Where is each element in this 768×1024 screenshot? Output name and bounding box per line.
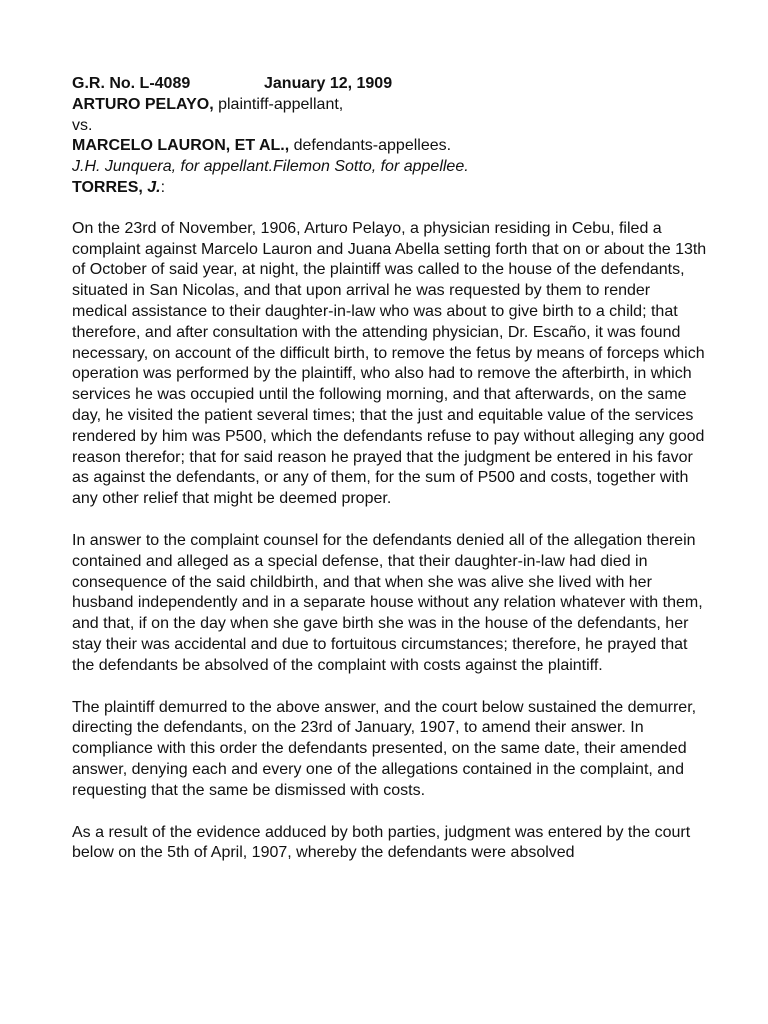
ponente-line — [72, 178, 708, 199]
body-paragraph-complaint: On the 23rd of November, 1906, Arturo Pelayo, a physician residing in Cebu, filed a complaint against Marcelo Lauron and Juana Abella setting forth that on or about the 13th of October of said year, at night, the plaintiff was called to the house of the defendants, situated in San Nicolas, and that upon arrival he was requested by them to render medical assistance to their daughter-in-law who was about to give birth to a child; that therefore, and after consultation with the attending physician, Dr. Escaño, it was found necessary, on account of the difficult birth, to remove the fetus by means of forceps which operation was performed by the plaintiff, who also had to remove the afterbirth, in which services he was occupied until the following morning, and that afterwards, on the same day, he visited the patient several times; that the just and equitable value of the services rendered by him was P500, which the defendants refuse to pay without alleging any good reason therefor; that for said reason he prayed that the judgment be entered in his favor as against the defendants, or any of them, for the sum of P500 and costs, together with any other relief that might be deemed proper. — [72, 219, 707, 508]
plaintiff-line — [72, 95, 708, 116]
defendant-line — [72, 136, 708, 157]
justice-colon: : — [160, 178, 166, 196]
gr-number: G.R. No. L-4089 — [72, 75, 191, 92]
case-number-line — [72, 74, 708, 95]
body-paragraph-answer: In answer to the complaint counsel for the defendants denied all of the allegation therein contained and alleged as a special defense, that their daughter-in-law had died in consequence of the said childbirth, and that when she was alive she lived with her husband independently and in a separate house without any relation whatever with them, and that, if on the day when she gave birth she was in the house of the defendants, her stay their was accidental and due to fortuitous circumstances; therefore, he prayed that the defendants be absolved of the complaint with costs against the plaintiff. — [72, 531, 703, 674]
defendant-name: MARCELO LAURON, ET AL., — [72, 137, 290, 155]
plaintiff-role: plaintiff-appellant, — [213, 95, 344, 113]
justice-name: TORRES, — [72, 178, 148, 196]
case-caption — [72, 74, 708, 199]
decision-date: January 12, 1909 — [264, 75, 393, 92]
document-page — [72, 74, 708, 864]
defendant-role: defendants-appellees. — [289, 137, 452, 155]
plaintiff-name: ARTURO PELAYO, — [72, 95, 214, 113]
counsel-line: J.H. Junquera, for appellant.Filemon Sotto, for appellee. — [72, 158, 469, 176]
body-paragraph-judgment: As a result of the evidence adduced by both parties, judgment was entered by the court below on the 5th of April, 1907, whereby the defendants were absolved — [72, 823, 691, 862]
body-paragraph-demurrer: The plaintiff demurred to the above answer, and the court below sustained the demurrer, directing the defendants, on the 23rd of January, 1907, to amend their answer. In compliance with this order the defendants presented, on the same date, their amended answer, denying each and every one of the allegations contained in the complaint, and requesting that the same be dismissed with costs. — [72, 698, 697, 799]
versus-line: vs. — [72, 116, 93, 134]
justice-title: J. — [147, 178, 161, 196]
